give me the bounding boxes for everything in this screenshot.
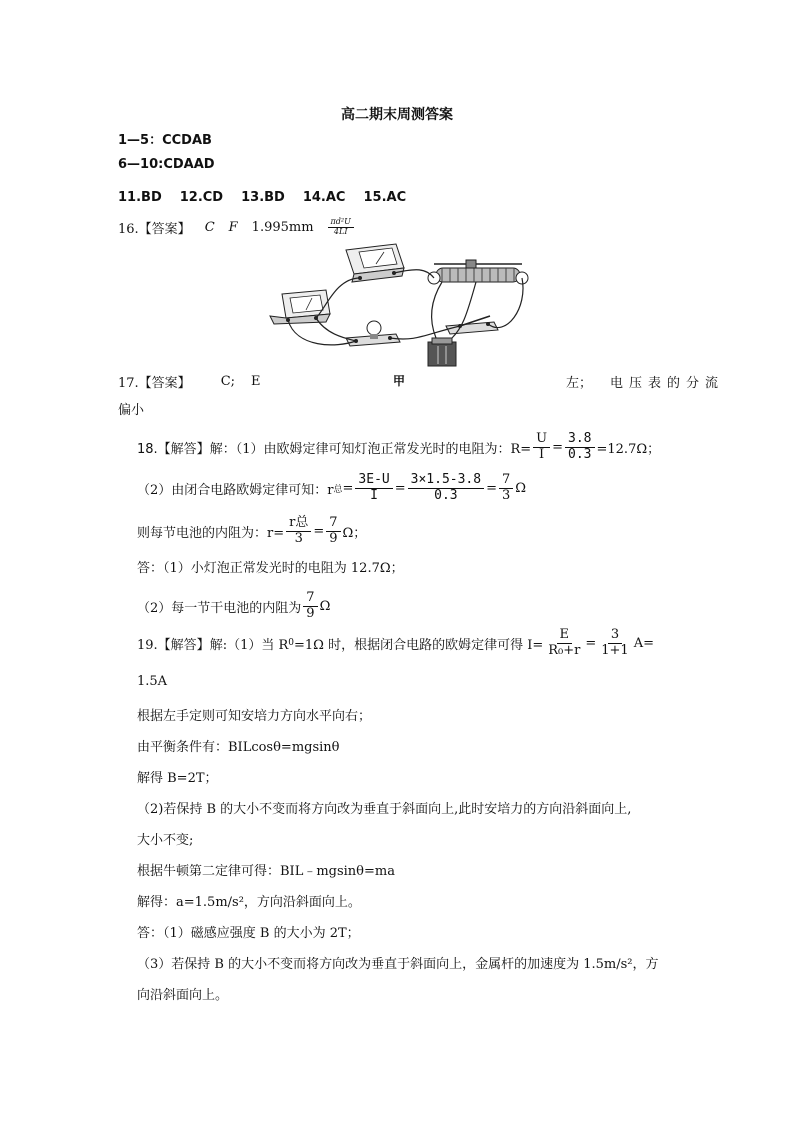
q19-line-11: （3）若保持 B 的大小不变而将方向改为垂直于斜面向上，金属杆的加速度为 1.5m/s²，方 bbox=[137, 957, 659, 972]
q19-fraction-values: $\frac{3}{1+1}$ bbox=[601, 627, 629, 658]
q19-line-2: 1.5A bbox=[137, 674, 168, 689]
mc-answers-6-10: 6—10:CDAAD bbox=[118, 157, 215, 172]
q17-ans-e: E bbox=[251, 374, 261, 389]
q16-resistivity-formula: $\frac{\text{πd²U}}{4LI}$ bbox=[328, 218, 354, 237]
q16-ans-c: C bbox=[204, 219, 215, 235]
q18-fraction-calc: $\frac{3\times 1.5-3.8}{0.3}$ bbox=[408, 473, 484, 503]
q18-fraction-7-9: $\frac{7}{9}$ bbox=[326, 516, 340, 546]
q18-fraction-result: $\frac{7}{3}$ bbox=[499, 473, 513, 503]
q19-line-4: 由平衡条件有：BILcosθ=mgsinθ bbox=[137, 740, 340, 755]
q19-line-12: 向沿斜面向上。 bbox=[137, 988, 229, 1003]
mc-answers-11-15 bbox=[118, 190, 406, 205]
meter-top bbox=[346, 244, 404, 282]
q17-ans-left: 左； bbox=[566, 376, 593, 391]
q18-line-1: 18.【解答】 解：（1）由欧姆定律可知灯泡正常发光时的电阻为：R= $\frac{U}{I}$ = $\frac{3.8}{0.3}$ =12.7Ω； bbox=[137, 431, 661, 462]
q17-reason: 电压表的分流 bbox=[610, 376, 725, 391]
mc-answers-1-5: 1—5：CCDAB bbox=[118, 133, 212, 148]
answer-15: 15.AC bbox=[363, 190, 407, 205]
q19-line-8: 根据牛顿第二定律可得：BIL﹣mgsinθ=ma bbox=[137, 864, 395, 879]
q19-line-9: 解得：a=1.5m/s²，方向沿斜面向上。 bbox=[137, 895, 361, 910]
q19-line-1: 19.【解答】 解:（1）当 R 0 =1Ω 时，根据闭合电路的欧姆定律可得 I= $\frac{E}{\text{R₀+r}}$ = $\frac{3}{1+1}$ A= bbox=[137, 627, 654, 658]
answer-13: 13.BD bbox=[241, 190, 285, 205]
q16-ans-f: F bbox=[228, 219, 238, 235]
q19-line-5: 解得 B=2T； bbox=[137, 771, 218, 786]
q19-fraction-current: $\frac{E}{\text{R₀+r}}$ bbox=[548, 627, 581, 658]
page-title: 高二期末周测答案 bbox=[341, 107, 453, 123]
battery bbox=[428, 338, 456, 366]
q18-label: 18.【解答】 bbox=[137, 441, 210, 457]
q18-fraction-values: $\frac{3.8}{0.3}$ bbox=[565, 432, 594, 462]
q19-line-6: （2)若保持 B 的大小不变而将方向改为垂直于斜面向上,此时安培力的方向沿斜面向上, bbox=[137, 802, 632, 817]
circuit-figure bbox=[266, 238, 536, 370]
q17-ans-c: C; bbox=[220, 374, 236, 389]
q16-label: 16.【答案】 bbox=[118, 221, 191, 237]
answer-11: 11.BD bbox=[118, 190, 162, 205]
q17-answer bbox=[118, 372, 261, 391]
q18-fraction-r-total: $\frac{\text{r总}}{3}$ bbox=[286, 516, 311, 546]
q16-answer bbox=[118, 213, 356, 241]
q18-fraction-answer: $\frac{7}{9}$ bbox=[303, 591, 317, 621]
q18-line-3: 则每节电池的内阻为：r= $\frac{\text{r总}}{3}$ = $\frac{7}{9}$ Ω； bbox=[137, 515, 367, 546]
figure-caption: 甲 bbox=[393, 374, 406, 388]
q19-line-7: 大小不变; bbox=[137, 833, 194, 848]
q17-reason-cont: 偏小 bbox=[118, 403, 145, 418]
q18-fraction-emf: $\frac{3E-U}{I}$ bbox=[355, 473, 392, 503]
q19-line-10: 答：（1）磁感应强度 B 的大小为 2T； bbox=[137, 926, 360, 941]
answer-14: 14.AC bbox=[302, 190, 346, 205]
q18-answer-1: 答：（1）小灯泡正常发光时的电阻为 12.7Ω； bbox=[137, 561, 404, 576]
q19-label: 19.【解答】 bbox=[137, 637, 210, 653]
answer-12: 12.CD bbox=[179, 190, 224, 205]
q18-fraction-u-i: $\frac{U}{I}$ bbox=[533, 432, 550, 462]
q18-line-2: （2）由闭合电路欧姆定律可知：r 总 = $\frac{3E-U}{I}$ = $\frac{3\times 1.5-3.8}{0.3}$ = $\frac{7}{3}$ Ω bbox=[137, 472, 527, 503]
q17-label: 17.【答案】 bbox=[118, 376, 191, 391]
rheostat bbox=[428, 260, 528, 284]
meter-left bbox=[270, 290, 330, 324]
q18-answer-2: （2）每一节干电池的内阻为 $\frac{7}{9}$ Ω bbox=[137, 590, 331, 621]
q19-line-3: 根据左手定则可知安培力方向水平向右； bbox=[137, 709, 372, 724]
q16-ans-diameter: 1.995mm bbox=[251, 219, 314, 235]
